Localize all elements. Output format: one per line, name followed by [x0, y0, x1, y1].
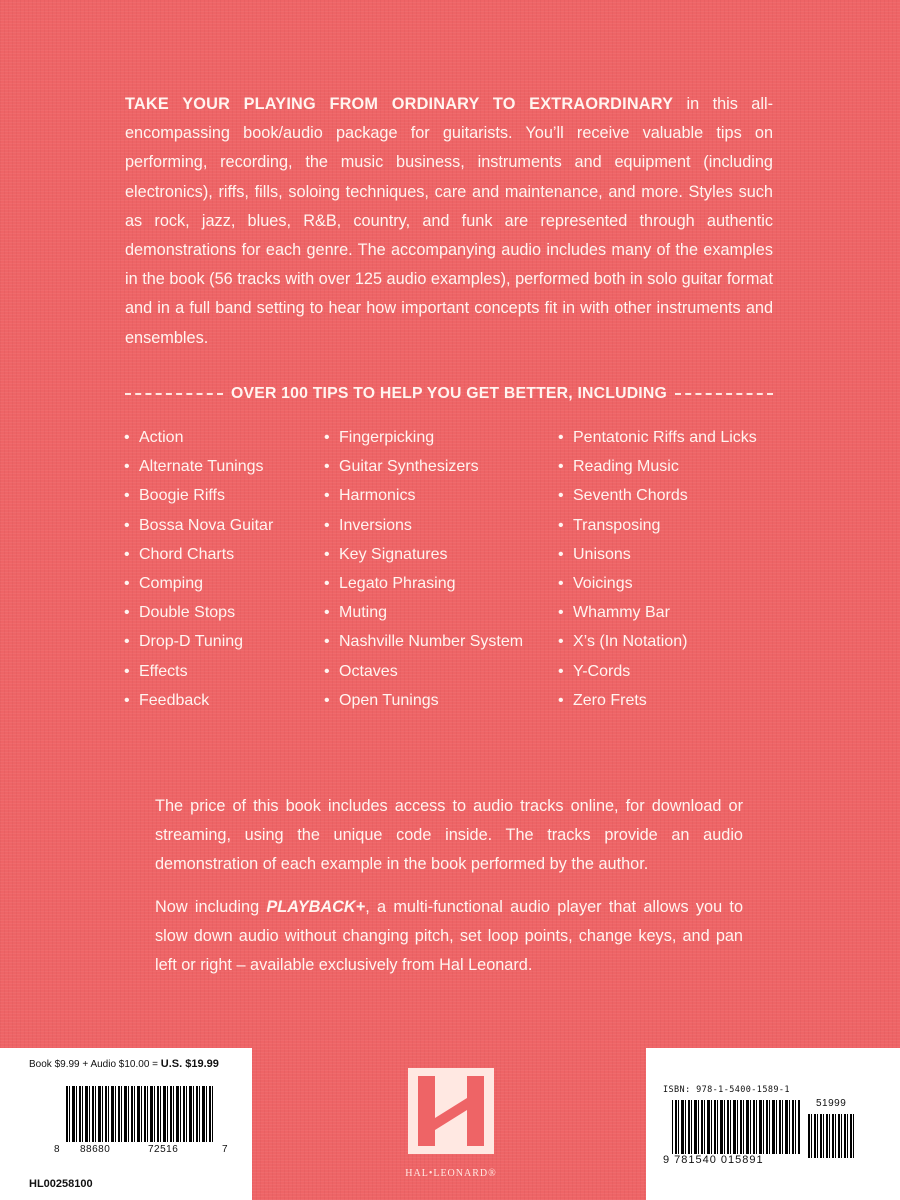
- tip-label: Open Tunings: [339, 691, 439, 709]
- bullet-icon: •: [324, 516, 330, 534]
- tip-item: [124, 481, 273, 510]
- tip-label: Harmonics: [339, 487, 416, 505]
- tip-label: X’s (In Notation): [573, 633, 688, 651]
- tip-item: [324, 540, 523, 569]
- intro-lead: TAKE YOUR PLAYING FROM ORDINARY TO EXTRAORDINARY: [125, 95, 674, 113]
- ean-barcode: [672, 1100, 800, 1154]
- ean-digits: 9 781540 015891: [663, 1154, 764, 1166]
- hal-leonard-logo: [405, 1068, 497, 1194]
- upc-digit-group: 88680: [80, 1144, 111, 1155]
- playback-name: PLAYBACK+: [266, 898, 366, 916]
- tip-label: Y-Cords: [573, 662, 631, 680]
- price-addon-digits: 51999: [816, 1098, 847, 1109]
- tip-label: Unisons: [573, 545, 631, 563]
- tip-item: [324, 423, 523, 452]
- tip-label: Reading Music: [573, 458, 679, 476]
- tip-item: [324, 686, 523, 715]
- bullet-icon: •: [558, 691, 564, 709]
- tip-label: Fingerpicking: [339, 429, 435, 446]
- tip-item: [124, 569, 273, 598]
- bullet-icon: •: [558, 633, 564, 651]
- tip-item: [558, 569, 757, 598]
- bullet-icon: •: [558, 662, 564, 680]
- bullet-icon: •: [558, 516, 564, 534]
- tip-item: [124, 452, 273, 481]
- price-barcode-panel: [0, 1048, 252, 1200]
- product-code: HL00258100: [29, 1178, 93, 1190]
- upc-digit-group: 72516: [148, 1144, 179, 1155]
- tips-header: [125, 382, 773, 406]
- bullet-icon: •: [124, 545, 130, 563]
- tip-label: Nashville Number System: [339, 633, 524, 651]
- tip-label: Comping: [139, 574, 204, 592]
- tips-title: OVER 100 TIPS TO HELP YOU GET BETTER, INCLUDING: [231, 385, 667, 402]
- tip-label: Muting: [339, 604, 388, 622]
- playback-suffix: , a multi-functional audio player that allows you to slow down audio without changing pitch, set loop points, change keys, and pan left or right – available exclusively from Hal Leonard.: [155, 898, 743, 975]
- tip-label: Effects: [139, 662, 188, 680]
- tips-column-2: [324, 423, 523, 715]
- bullet-icon: •: [324, 691, 330, 709]
- tips-column-1: [124, 423, 273, 715]
- bullet-icon: •: [324, 545, 330, 563]
- tip-item: [558, 627, 757, 656]
- bullet-icon: •: [124, 662, 130, 680]
- tip-item: [324, 511, 523, 540]
- tip-item: [558, 423, 757, 452]
- bullet-icon: •: [124, 604, 130, 622]
- tip-label: Drop-D Tuning: [139, 633, 244, 651]
- price-breakdown: Book $9.99 + Audio $10.00 =: [29, 1059, 161, 1070]
- intro-paragraph: [125, 90, 773, 353]
- upc-digit-group: 8: [54, 1144, 61, 1155]
- tip-item: [124, 423, 273, 452]
- tip-item: [558, 511, 757, 540]
- tip-label: Bossa Nova Guitar: [139, 516, 274, 534]
- tip-label: Inversions: [339, 516, 412, 534]
- upc-barcode: [66, 1086, 214, 1142]
- tip-item: [558, 598, 757, 627]
- tip-item: [324, 569, 523, 598]
- tip-label: Double Stops: [139, 604, 236, 622]
- bullet-icon: •: [324, 429, 330, 446]
- tip-item: [324, 627, 523, 656]
- tip-item: [558, 540, 757, 569]
- bullet-icon: •: [324, 458, 330, 476]
- tip-item: [558, 481, 757, 510]
- tip-label: Octaves: [339, 662, 398, 680]
- hal-leonard-logo-icon: [408, 1068, 494, 1154]
- tip-item: [558, 686, 757, 715]
- tip-label: Voicings: [573, 574, 633, 592]
- bullet-icon: •: [324, 633, 330, 651]
- tip-item: [124, 627, 273, 656]
- tip-label: Transposing: [573, 516, 661, 534]
- bullet-icon: •: [124, 633, 130, 651]
- tip-label: Whammy Bar: [573, 604, 670, 622]
- tip-item: [324, 598, 523, 627]
- tip-label: Feedback: [139, 691, 210, 709]
- tip-item: [558, 657, 757, 686]
- publisher-name: HAL•LEONARD®: [405, 1168, 497, 1179]
- bullet-icon: •: [324, 487, 330, 505]
- tip-label: Zero Frets: [573, 691, 647, 709]
- playback-prefix: Now including: [155, 898, 267, 916]
- tip-item: [324, 481, 523, 510]
- tip-label: Alternate Tunings: [139, 458, 264, 476]
- tips-column-3: [558, 423, 757, 715]
- intro-body: in this all-encompassing book/audio package for guitarists. You’ll receive valuable tips on performing, recording, the music business, instruments and equipment (including electronics), riffs, fills, soloing techniques, care and maintenance, and more. Styles such as rock, jazz, blues, R&B, country, and funk are represented through authentic demonstrations for each genre. The accompanying audio includes many of the examples in the book (56 tracks with over 125 audio examples), performed both in solo guitar format and in a full band setting to hear how important concepts fit in with other instruments and ensembles.: [125, 95, 773, 347]
- tip-item: [324, 452, 523, 481]
- bullet-icon: •: [558, 604, 564, 622]
- dashed-rule-left: [125, 393, 223, 395]
- tip-label: Seventh Chords: [573, 487, 688, 505]
- bullet-icon: •: [558, 458, 564, 476]
- tip-label: Guitar Synthesizers: [339, 458, 479, 476]
- bullet-icon: •: [124, 574, 130, 592]
- bullet-icon: •: [558, 545, 564, 563]
- tip-item: [558, 452, 757, 481]
- tip-label: Action: [139, 429, 184, 446]
- bullet-icon: •: [124, 429, 130, 446]
- playback-paragraph: [155, 893, 743, 981]
- bullet-icon: •: [124, 691, 130, 709]
- bullet-icon: •: [124, 458, 130, 476]
- price-total: U.S. $19.99: [160, 1058, 219, 1070]
- bullet-icon: •: [324, 604, 330, 622]
- audio-access-paragraph: The price of this book includes access to audio tracks online, for download or streaming, using the unique code inside. The tracks provide an audio demonstration of each example in the book performed by the author.: [155, 797, 743, 874]
- bullet-icon: •: [324, 574, 330, 592]
- tip-label: Key Signatures: [339, 545, 448, 563]
- tip-item: [124, 540, 273, 569]
- isbn-barcode-panel: [646, 1048, 900, 1200]
- tip-label: Pentatonic Riffs and Licks: [573, 429, 757, 446]
- tip-item: [124, 657, 273, 686]
- tip-label: Boogie Riffs: [139, 487, 225, 505]
- tip-item: [124, 598, 273, 627]
- isbn-number: ISBN: 978-1-5400-1589-1: [663, 1085, 790, 1095]
- addon-barcode: [808, 1114, 856, 1158]
- upc-digit-group: 7: [222, 1144, 229, 1155]
- tip-item: [124, 511, 273, 540]
- bullet-icon: •: [124, 516, 130, 534]
- tip-item: [124, 686, 273, 715]
- bullet-icon: •: [558, 487, 564, 505]
- bullet-icon: •: [558, 574, 564, 592]
- tip-label: Legato Phrasing: [339, 574, 456, 592]
- dashed-rule-right: [675, 393, 773, 395]
- bullet-icon: •: [124, 487, 130, 505]
- bullet-icon: •: [324, 662, 330, 680]
- bullet-icon: •: [558, 429, 564, 446]
- tip-item: [324, 657, 523, 686]
- price-line: [29, 1058, 219, 1070]
- tip-label: Chord Charts: [139, 545, 235, 563]
